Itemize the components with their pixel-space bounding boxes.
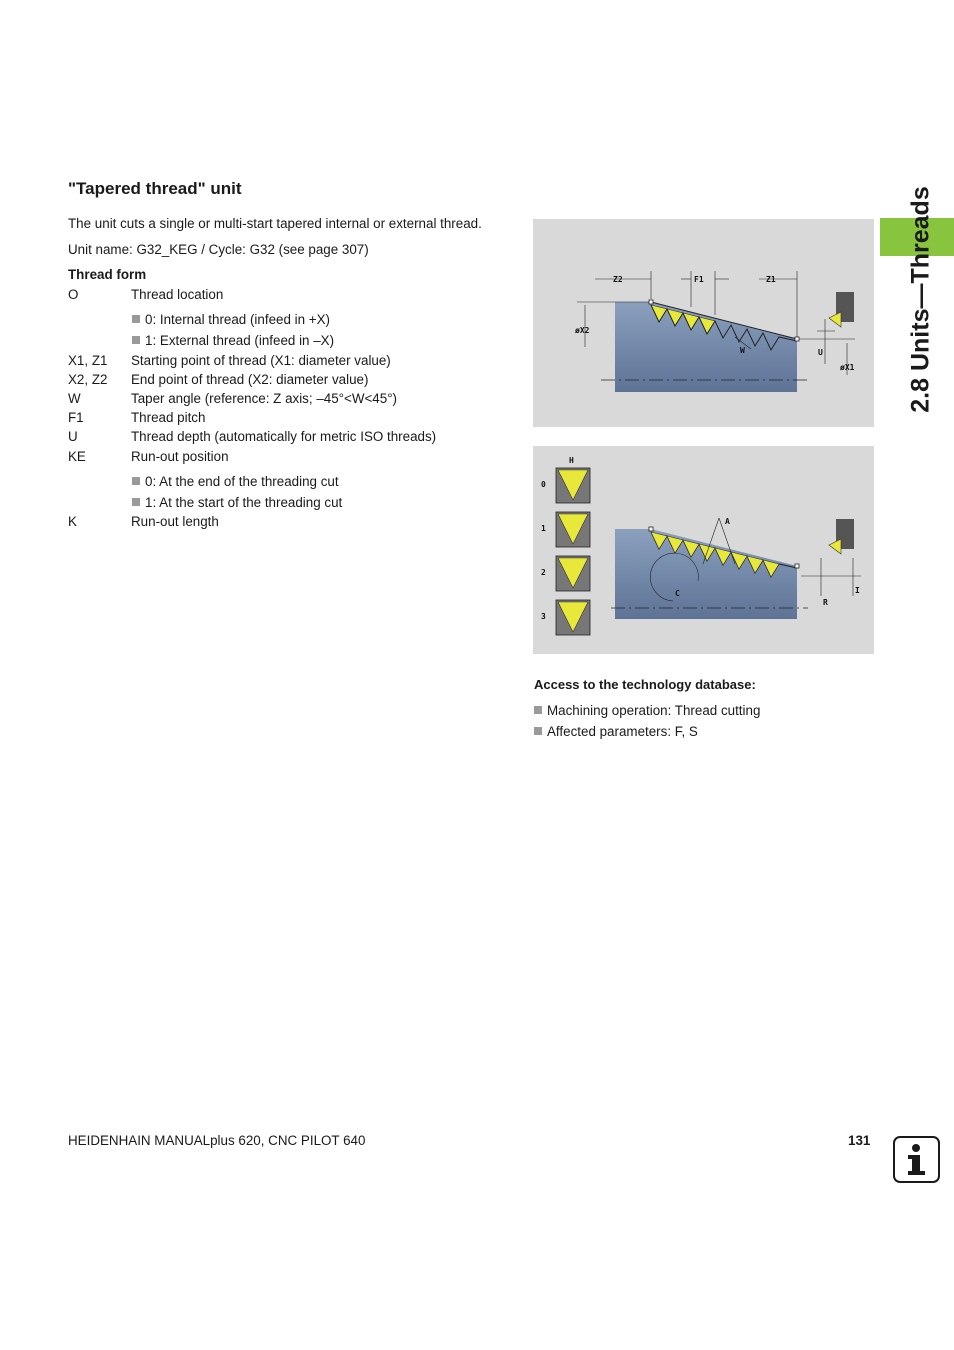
param-desc: Run-out length bbox=[131, 514, 219, 529]
end-point-marker bbox=[795, 337, 799, 341]
label-h: H bbox=[569, 456, 574, 465]
start-point-marker bbox=[649, 527, 653, 531]
ke-option-1 bbox=[132, 495, 342, 510]
label-c: C bbox=[675, 589, 680, 598]
access-heading: Access to the technology database: bbox=[534, 677, 756, 692]
o-option-1 bbox=[132, 333, 334, 348]
thread-dimensions-diagram bbox=[533, 219, 874, 427]
access-item bbox=[534, 703, 760, 718]
figure-thread-profiles bbox=[533, 446, 874, 654]
label-x1: øX1 bbox=[840, 363, 855, 372]
page-number: 131 bbox=[848, 1133, 871, 1148]
param-row-x1z1 bbox=[68, 353, 528, 372]
section-title: "Tapered thread" unit bbox=[68, 179, 242, 198]
param-key: O bbox=[68, 287, 79, 302]
access-item bbox=[534, 724, 698, 739]
bullet-square-icon bbox=[132, 315, 140, 323]
bullet-square-icon bbox=[132, 498, 140, 506]
param-row-f1 bbox=[68, 410, 528, 429]
param-desc: Thread location bbox=[131, 287, 224, 302]
param-key: KE bbox=[68, 449, 86, 464]
param-desc: Run-out position bbox=[131, 449, 229, 464]
info-glyph bbox=[895, 1138, 938, 1181]
param-row-w bbox=[68, 391, 528, 410]
label-h0: 0 bbox=[541, 480, 546, 489]
label-x2: øX2 bbox=[575, 326, 590, 335]
param-desc: Taper angle (reference: Z axis; –45°<W<45°) bbox=[131, 391, 398, 406]
param-desc: End point of thread (X2: diameter value) bbox=[131, 372, 369, 387]
label-z1: Z1 bbox=[766, 275, 776, 284]
option-text: 0: Internal thread (infeed in +X) bbox=[145, 312, 330, 327]
label-i: I bbox=[855, 586, 860, 595]
option-text: 0: At the end of the threading cut bbox=[145, 474, 339, 489]
label-w: W bbox=[740, 346, 745, 355]
chapter-side-label: 2.8 Units—Threads bbox=[906, 186, 935, 413]
ke-option-0 bbox=[132, 474, 339, 489]
param-key: W bbox=[68, 391, 81, 406]
bullet-square-icon bbox=[534, 727, 542, 735]
param-key: X2, Z2 bbox=[68, 372, 108, 387]
thread-profiles-diagram bbox=[533, 446, 874, 654]
bullet-square-icon bbox=[534, 706, 542, 714]
o-option-0 bbox=[132, 312, 330, 327]
chapter-side-title bbox=[893, 182, 949, 417]
end-point-marker bbox=[795, 564, 799, 568]
label-f1: F1 bbox=[694, 275, 704, 284]
param-key: X1, Z1 bbox=[68, 353, 108, 368]
info-icon bbox=[893, 1136, 940, 1183]
profile-variant-2 bbox=[556, 556, 590, 591]
label-h1: 1 bbox=[541, 524, 546, 533]
access-item-text: Machining operation: Thread cutting bbox=[547, 703, 761, 718]
param-row-x2z2 bbox=[68, 372, 528, 391]
bullet-square-icon bbox=[132, 336, 140, 344]
intro-text: The unit cuts a single or multi-start tapered internal or external thread. bbox=[68, 216, 482, 231]
label-h2: 2 bbox=[541, 568, 546, 577]
param-desc: Thread pitch bbox=[131, 410, 206, 425]
profile-variant-3 bbox=[556, 600, 590, 635]
figure-thread-dimensions bbox=[533, 219, 874, 427]
label-a: A bbox=[725, 517, 730, 526]
unit-name-text: Unit name: G32_KEG / Cycle: G32 (see page 307) bbox=[68, 242, 369, 257]
param-row-k bbox=[68, 514, 528, 533]
param-desc: Starting point of thread (X1: diameter value) bbox=[131, 353, 391, 368]
label-u: U bbox=[818, 348, 823, 357]
profile-variant-0 bbox=[556, 468, 590, 503]
label-h3: 3 bbox=[541, 612, 546, 621]
param-key: K bbox=[68, 514, 77, 529]
param-row-u bbox=[68, 429, 528, 448]
bullet-square-icon bbox=[132, 477, 140, 485]
option-text: 1: External thread (infeed in –X) bbox=[145, 333, 335, 348]
param-key: U bbox=[68, 429, 78, 444]
footer-text: HEIDENHAIN MANUALplus 620, CNC PILOT 640 bbox=[68, 1133, 366, 1148]
option-text: 1: At the start of the threading cut bbox=[145, 495, 343, 510]
param-row-ke bbox=[68, 449, 528, 468]
thread-form-heading: Thread form bbox=[68, 267, 147, 282]
profile-variant-1 bbox=[556, 512, 590, 547]
label-z2: Z2 bbox=[613, 275, 623, 284]
start-point-marker bbox=[649, 300, 653, 304]
tool-insert bbox=[829, 539, 841, 554]
label-r: R bbox=[823, 598, 828, 607]
param-row-o bbox=[68, 287, 528, 306]
access-item-text: Affected parameters: F, S bbox=[547, 724, 698, 739]
tool-insert bbox=[829, 312, 841, 327]
param-key: F1 bbox=[68, 410, 84, 425]
param-desc: Thread depth (automatically for metric ISO threads) bbox=[131, 429, 437, 444]
